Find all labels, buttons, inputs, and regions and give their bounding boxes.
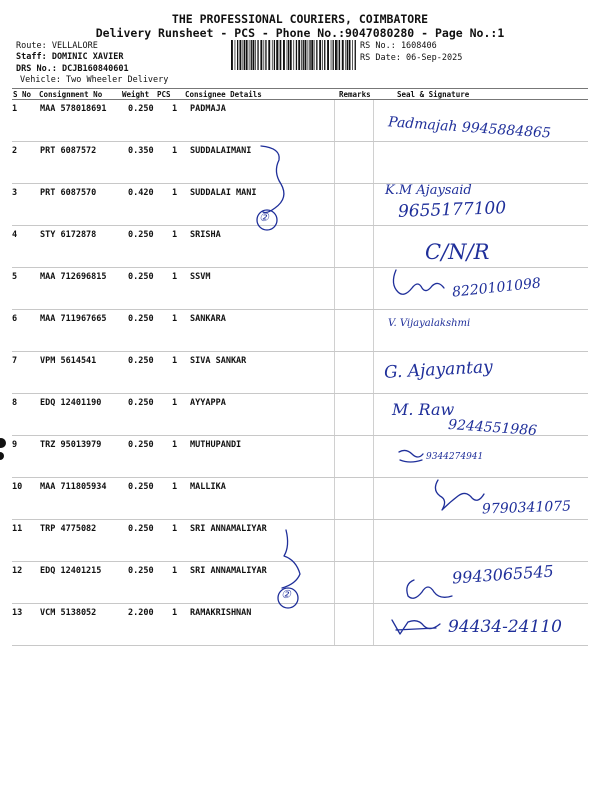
row-consignment-no: PRT 6087572	[40, 146, 97, 156]
row-consignee: AYYAPPA	[190, 398, 226, 408]
row-sno: 4	[12, 230, 18, 240]
row-consignment-no: TRZ 95013979	[40, 440, 102, 450]
col-weight: Weight	[122, 90, 150, 99]
row-weight: 0.250	[128, 440, 154, 450]
row-pcs: 1	[172, 608, 178, 618]
row-pcs: 1	[172, 314, 178, 324]
row-consignment-no: PRT 6087570	[40, 188, 97, 198]
row-sno: 13	[12, 608, 23, 618]
row-sno: 2	[12, 146, 18, 156]
punch-hole-mark	[0, 438, 6, 448]
row-consignment-no: VCM 5138052	[40, 608, 97, 618]
row-pcs: 1	[172, 482, 178, 492]
row-sno: 9	[12, 440, 18, 450]
row-weight: 0.250	[128, 230, 154, 240]
handwritten-circled-two: ②	[281, 588, 291, 601]
handwritten-signature-scribble	[388, 266, 452, 302]
handwritten-signature-scribble	[388, 616, 444, 638]
handwritten-phone: 9790341075	[481, 498, 572, 518]
row-consignee: SIVA SANKAR	[190, 356, 247, 366]
col-consignee: Consignee Details	[185, 90, 262, 99]
row-weight: 0.250	[128, 314, 154, 324]
handwritten-phone: 9655177100	[397, 198, 507, 222]
row-pcs: 1	[172, 566, 178, 576]
route-label: Route: VELLALORE	[16, 41, 98, 51]
drs-number: DRS No.: DCJB160840601	[16, 64, 129, 74]
handwritten-circled-two: ②	[259, 211, 269, 224]
rs-date: RS Date: 06-Sep-2025	[360, 53, 463, 63]
col-pcs: PCS	[157, 90, 171, 99]
row-consignee: SSVM	[190, 272, 211, 282]
rs-number: RS No.: 1608406	[360, 41, 437, 51]
row-consignment-no: STY 6172878	[40, 230, 97, 240]
col-sno: S No	[13, 90, 32, 99]
row-consignee: MALLIKA	[190, 482, 226, 492]
row-consignment-no: TRP 4775082	[40, 524, 97, 534]
row-weight: 0.250	[128, 104, 154, 114]
table-row	[12, 310, 588, 352]
row-pcs: 1	[172, 146, 178, 156]
punch-hole-mark	[0, 452, 4, 460]
row-weight: 0.250	[128, 566, 154, 576]
table-header	[12, 88, 588, 100]
row-consignment-no: MAA 711967665	[40, 314, 107, 324]
row-weight: 0.420	[128, 188, 154, 198]
handwritten-phone: 9244551986	[447, 416, 538, 440]
row-consignment-no: VPM 5614541	[40, 356, 97, 366]
row-weight: 0.250	[128, 524, 154, 534]
handwritten-phone: 8220101098	[451, 275, 542, 301]
row-pcs: 1	[172, 104, 178, 114]
col-remarks: Remarks	[339, 90, 371, 99]
row-consignee: SUDDALAIMANI	[190, 146, 252, 156]
row-consignee: SUDDALAI MANI	[190, 188, 257, 198]
handwritten-phone: 9943065545	[451, 561, 555, 588]
row-pcs: 1	[172, 356, 178, 366]
handwritten-phone: 94434-24110	[448, 617, 562, 637]
row-consignment-no: MAA 712696815	[40, 272, 107, 282]
table-row	[12, 142, 588, 184]
handwritten-signature-scribble	[396, 446, 426, 466]
row-consignment-no: EDQ 12401190	[40, 398, 102, 408]
row-weight: 0.250	[128, 356, 154, 366]
row-pcs: 1	[172, 272, 178, 282]
row-sno: 5	[12, 272, 18, 282]
row-sno: 1	[12, 104, 18, 114]
row-pcs: 1	[172, 398, 178, 408]
row-weight: 0.250	[128, 272, 154, 282]
row-consignee: RAMAKRISHNAN	[190, 608, 252, 618]
row-sno: 12	[12, 566, 23, 576]
handwritten-signature-scribble	[400, 574, 458, 604]
row-pcs: 1	[172, 524, 178, 534]
row-consignee: MUTHUPANDI	[190, 440, 242, 450]
row-sno: 8	[12, 398, 18, 408]
row-consignment-no: MAA 711805934	[40, 482, 107, 492]
handwritten-phone: 9344274941	[426, 452, 484, 462]
pen-bracket-mark	[272, 526, 312, 616]
row-consignee: SANKARA	[190, 314, 226, 324]
table-row	[12, 352, 588, 394]
handwritten-signature: K.M Ajaysaid	[385, 183, 472, 198]
vehicle-label: Vehicle: Two Wheeler Delivery	[20, 75, 169, 85]
barcode-image	[230, 40, 358, 70]
col-seal-signature: Seal & Signature	[397, 90, 470, 99]
row-pcs: 1	[172, 188, 178, 198]
row-consignee: PADMAJA	[190, 104, 226, 114]
row-weight: 2.200	[128, 608, 154, 618]
row-consignee: SRI ANNAMALIYAR	[190, 524, 267, 534]
handwritten-signature: Padmajah 9945884865	[387, 114, 552, 142]
row-sno: 11	[12, 524, 23, 534]
row-sno: 3	[12, 188, 18, 198]
row-pcs: 1	[172, 440, 178, 450]
row-weight: 0.250	[128, 482, 154, 492]
handwritten-signature-scribble	[428, 476, 488, 520]
runsheet-subtitle: Delivery Runsheet - PCS - Phone No.:9047080280 - Page No.:1	[95, 26, 505, 40]
col-consignment: Consignment No	[39, 90, 103, 99]
handwritten-remark: C/N/R	[425, 240, 490, 264]
staff-label: Staff: DOMINIC XAVIER	[16, 52, 124, 62]
row-consignment-no: EDQ 12401215	[40, 566, 102, 576]
row-weight: 0.250	[128, 398, 154, 408]
row-consignment-no: MAA 578018691	[40, 104, 107, 114]
row-weight: 0.350	[128, 146, 154, 156]
table-row	[12, 226, 588, 268]
row-sno: 7	[12, 356, 18, 366]
handwritten-signature: V. Vijayalakshmi	[388, 318, 471, 329]
handwritten-signature: M. Raw	[392, 400, 455, 419]
row-sno: 6	[12, 314, 18, 324]
row-consignee: SRISHA	[190, 230, 221, 240]
handwritten-signature: G. Ajayantay	[383, 357, 494, 383]
row-consignee: SRI ANNAMALIYAR	[190, 566, 267, 576]
row-sno: 10	[12, 482, 23, 492]
table-row	[12, 436, 588, 478]
row-pcs: 1	[172, 230, 178, 240]
company-title: THE PROFESSIONAL COURIERS, COIMBATORE	[171, 12, 429, 26]
